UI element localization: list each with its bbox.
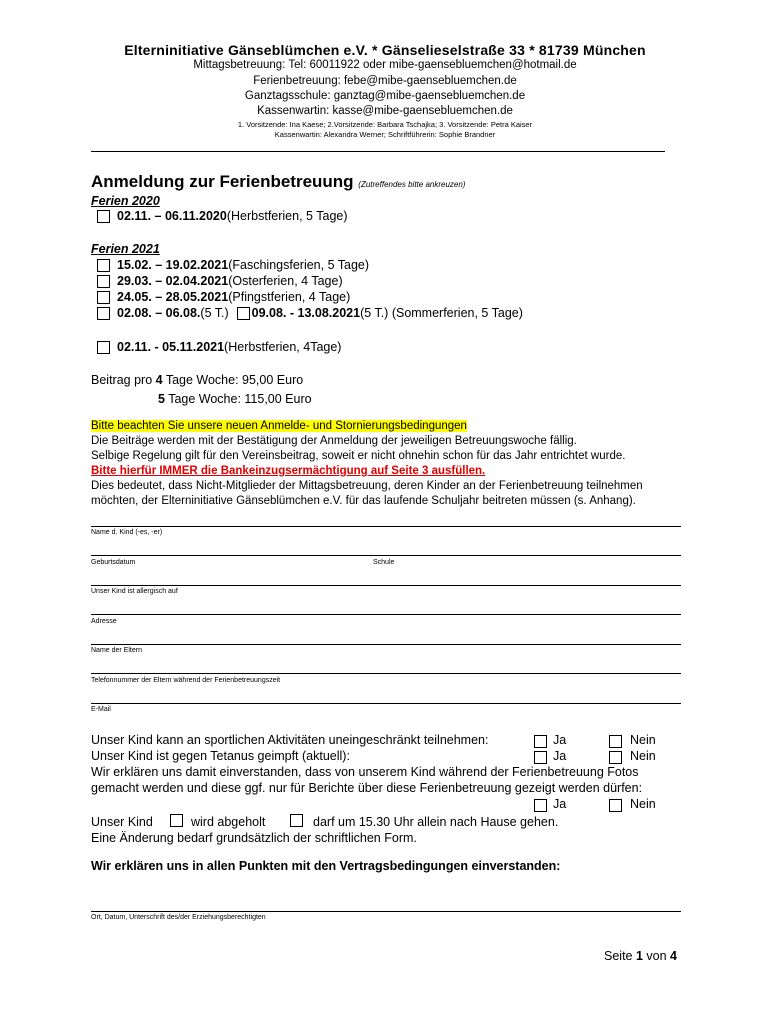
contact-line-treasurer: Kassenwartin: kasse@mibe-gaensebluemchen.de [257,105,513,117]
notice-line-2: Selbige Regelung gilt für den Vereinsbeitrag, soweit er nicht ohnehin schon für das Jahr entrichtet wurde. [91,450,626,462]
fee-days: 5 [158,392,165,406]
option-dates: 29.03. – 02.04.2021 [117,274,229,288]
field-label-email: E-Mail [91,706,111,713]
option-desc: (Osterferien, 4 Tage) [228,274,343,288]
field-label-parents: Name der Eltern [91,647,142,654]
question-photos-2: gemacht werden und diese ggf. nur für Berichte über diese Ferienbetreuung gezeigt werden dürfen: [91,781,643,795]
form-heading [91,172,465,192]
option-2021-autumn [97,340,341,354]
question-photos-1: Wir erklären uns damit einverstanden, dass von unserem Kind während der Ferienbetreuung Fotos [91,765,639,779]
option-dates: 02.08. – 06.08. [117,306,201,320]
question-tetanus: Unser Kind ist gegen Tetanus geimpft (aktuell): [91,749,350,763]
page-mid: von [642,949,671,963]
option-2020-autumn [97,209,348,223]
notice-line-3: Dies bedeutet, dass Nicht-Mitglieder der Mittagsbetreuung, deren Kinder an der Ferienbetreuung teilnehmen [91,480,643,492]
board-line-1: 1. Vorsitzende: Ina Kaese; 2.Vorsitzende: Barbara Tschajka; 3. Vorsitzende: Petra Kaiser [237,120,533,129]
fee-amount: Tage Woche: 115,00 Euro [164,392,312,406]
option-desc: (5 T.) [200,306,229,320]
option-dates: 02.11. – 06.11.2020 [117,209,227,223]
label-yes: Ja [553,797,567,811]
checkbox-2021-summer-week1[interactable] [97,307,110,320]
option-2021-whitsun [97,290,350,304]
page-number [604,949,677,963]
option-desc: (Pfingstferien, 4 Tage) [228,290,351,304]
contact-line-holiday: Ferienbetreuung: febe@mibe-gaensebluemchen.de [253,75,517,87]
field-label-birth: Geburtsdatum [91,559,136,566]
field-line-phone[interactable] [91,673,681,674]
checkbox-2020-autumn[interactable] [97,210,110,223]
field-label-address: Adresse [91,618,117,625]
checkbox-sports-yes[interactable] [534,735,547,748]
checkbox-tetanus-yes[interactable] [534,751,547,764]
checkbox-2021-carnival[interactable] [97,259,110,272]
question-sports: Unser Kind kann an sportlichen Aktivitäten uneingeschränkt teilnehmen: [91,733,489,747]
letterhead-title: Elterninitiative Gänseblümchen e.V. * Gänselieselstraße 33 * 81739 München [124,42,646,58]
page-total: 4 [670,949,677,963]
pickup-prefix: Unser Kind [91,815,153,829]
form-heading-note: (Zutreffendes bitte ankreuzen) [358,180,466,189]
field-label-name: Name d. Kind (-es, -er) [91,529,163,536]
option-2021-summer [97,306,523,320]
notice-highlight [91,420,467,432]
checkbox-sports-no[interactable] [609,735,622,748]
option-desc: (Herbstferien, 4Tage) [224,340,342,354]
field-label-allergy: Unser Kind ist allergisch auf [91,588,178,595]
checkbox-2021-whitsun[interactable] [97,291,110,304]
option-dates: 15.02. – 19.02.2021 [117,258,229,272]
checkbox-pickup-collected[interactable] [170,814,183,827]
label-yes: Ja [553,749,567,763]
option-desc: (Faschingsferien, 5 Tage) [228,258,370,272]
page-current: 1 [635,949,643,963]
field-label-phone: Telefonnummer der Eltern während der Ferienbetreuungszeit [91,677,281,684]
checkbox-2021-easter[interactable] [97,275,110,288]
contact-line-lunch: Mittagsbetreuung: Tel: 60011922 oder mibe-gaensebluemchen@hotmail.de [193,59,577,71]
pickup-option-collected: wird abgeholt [191,815,266,829]
field-line-birth[interactable] [91,555,681,556]
notice-line-1: Die Beiträge werden mit der Bestätigung der Anmeldung der jeweiligen Betreuungswoche fällig. [91,435,577,447]
checkbox-tetanus-no[interactable] [609,751,622,764]
field-line-name[interactable] [91,526,681,527]
agreement-statement: Wir erklären uns in allen Punkten mit den Vertragsbedingungen einverstanden: [91,859,561,873]
contact-line-allday: Ganztagsschule: ganztag@mibe-gaensebluemchen.de [244,90,526,102]
option-dates: 09.08. - 13.08.2021 [251,306,361,320]
field-line-allergy[interactable] [91,585,681,586]
checkbox-pickup-alone[interactable] [290,814,303,827]
board-line-2: Kassenwartin: Alexandra Werner; Schriftführerin: Sophie Brandner [274,130,496,139]
fee-line-4days [91,373,303,387]
signature-line[interactable] [91,911,681,912]
signature-label: Ort, Datum, Unterschrift des/der Erziehungsberechtigten [91,914,266,921]
notice-highlight-text: Bitte beachten Sie unsere neuen Anmelde- und Stornierungsbedingungen [91,420,467,432]
notice-red [91,465,485,477]
form-heading-text: Anmeldung zur Ferienbetreuung [91,172,354,191]
label-no: Nein [630,797,656,811]
option-2021-easter [97,274,343,288]
field-line-address[interactable] [91,614,681,615]
pickup-option-alone: darf um 15.30 Uhr allein nach Hause gehen. [313,815,559,829]
notice-red-text: Bitte hierfür IMMER die Bankeinzugsermächtigung auf Seite 3 ausfüllen. [91,465,486,477]
field-label-school: Schule [373,559,395,566]
fee-amount: Tage Woche: 95,00 Euro [162,373,304,387]
checkbox-photos-yes[interactable] [534,799,547,812]
field-line-email[interactable] [91,703,681,704]
checkbox-photos-no[interactable] [609,799,622,812]
notice-line-4: möchten, der Elterninitiative Gänseblümchen e.V. für das laufende Schuljahr beitreten müssen (s. Anhang). [91,495,636,507]
checkbox-2021-autumn[interactable] [97,341,110,354]
change-note: Eine Änderung bedarf grundsätzlich der schriftlichen Form. [91,831,417,845]
checkbox-2021-summer-week2[interactable] [237,307,250,320]
label-yes: Ja [553,733,567,747]
field-line-parents[interactable] [91,644,681,645]
fee-line-5days [158,392,312,406]
label-no: Nein [630,733,656,747]
label-no: Nein [630,749,656,763]
option-2021-carnival [97,258,369,272]
option-dates: 02.11. - 05.11.2021 [117,340,225,354]
fee-days: 4 [155,373,163,387]
header-divider [91,151,665,152]
option-dates: 24.05. – 28.05.2021 [117,290,229,304]
option-desc: (Herbstferien, 5 Tage) [226,209,348,223]
fee-prefix: Beitrag pro [91,373,156,387]
page-prefix: Seite [604,949,636,963]
option-desc: (5 T.) (Sommerferien, 5 Tage) [360,306,523,320]
section-2020: Ferien 2020 [91,194,160,208]
section-2021: Ferien 2021 [91,242,160,256]
